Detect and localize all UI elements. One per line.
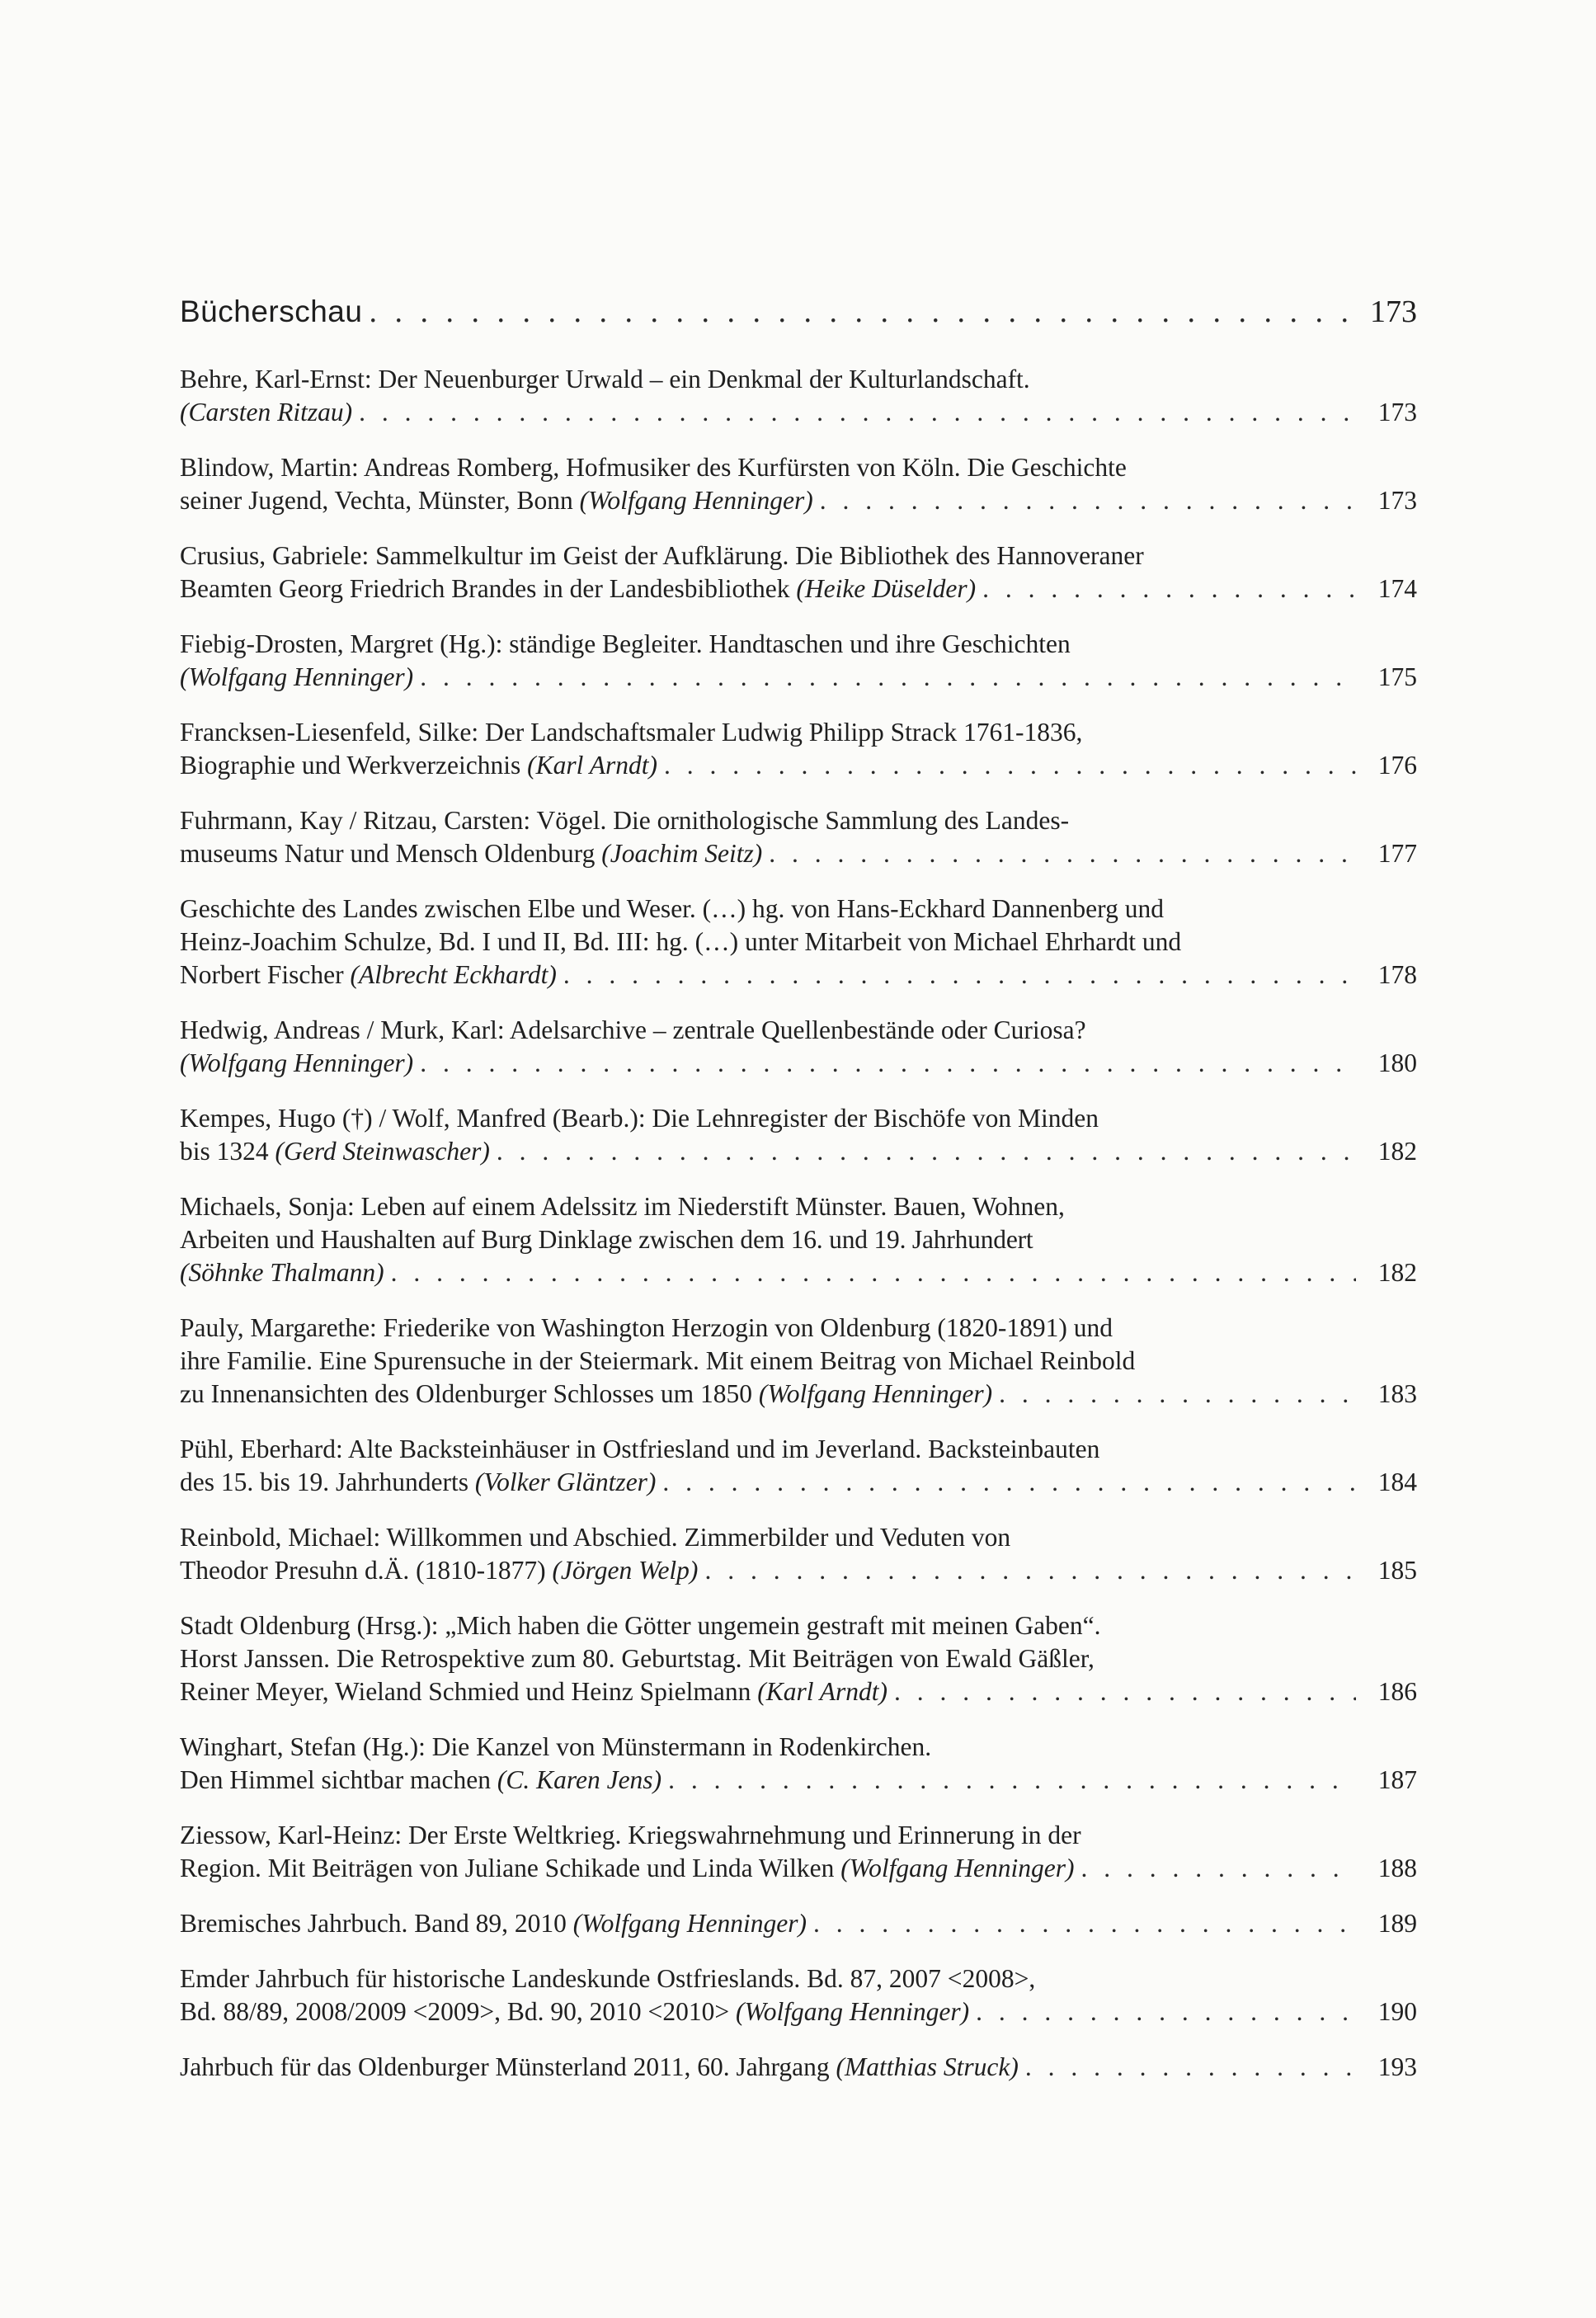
entry-text-line: Crusius, Gabriele: Sammelkultur im Geist der Aufklärung. Die Bibliothek des Hannoveraner	[180, 541, 1144, 570]
reviewer-name: (Joachim Seitz)	[601, 839, 763, 868]
toc-entry	[180, 451, 1417, 517]
entry-final-text	[180, 837, 762, 870]
entry-text: museums Natur und Mensch Oldenburg	[180, 839, 602, 868]
section-page-number: 173	[1370, 294, 1417, 329]
entry-final-line	[180, 1047, 1417, 1080]
entry-final-text	[180, 1907, 807, 1940]
entry-page-number: 173	[1377, 486, 1417, 515]
reviewer-name: (Söhnke Thalmann)	[180, 1258, 384, 1287]
entry-page-number: 193	[1377, 2052, 1417, 2081]
entry-text-line: Michaels, Sonja: Leben auf einem Adelssitz im Niederstift Münster. Bauen, Wohnen,	[180, 1192, 1065, 1221]
entry-text: Norbert Fischer	[180, 960, 351, 989]
dot-leader	[497, 1135, 1356, 1168]
entry-text: seiner Jugend, Vechta, Münster, Bonn	[180, 486, 580, 515]
entry-text-line: Blindow, Martin: Andreas Romberg, Hofmusiker des Kurfürsten von Köln. Die Geschichte	[180, 453, 1127, 482]
entry-page-number: 184	[1377, 1468, 1417, 1496]
entry-text: Den Himmel sichtbar machen	[180, 1765, 497, 1794]
dot-leader	[820, 484, 1356, 517]
entry-page-number: 185	[1377, 1556, 1417, 1585]
entry-list	[180, 363, 1417, 2084]
entry-final-text	[180, 1047, 413, 1080]
dot-leader	[976, 1995, 1356, 2028]
entry-page-number: 188	[1377, 1854, 1417, 1882]
entry-text: Jahrbuch für das Oldenburger Münsterland 2011, 60. Jahrgang	[180, 2052, 836, 2081]
entry-final-line	[180, 1852, 1417, 1885]
entry-final-text	[180, 959, 557, 992]
entry-final-text	[180, 1378, 992, 1411]
entry-text: des 15. bis 19. Jahrhunderts	[180, 1468, 475, 1496]
entry-text-line: Horst Janssen. Die Retrospektive zum 80. Geburtstag. Mit Beiträgen von Ewald Gäßler,	[180, 1644, 1095, 1673]
dot-leader	[704, 1554, 1356, 1587]
entry-final-text	[180, 484, 813, 517]
toc-entry	[180, 628, 1417, 694]
entry-text-line: Arbeiten und Haushalten auf Burg Dinklage zwischen dem 16. und 19. Jahrhundert	[180, 1225, 1033, 1254]
entry-final-line	[180, 661, 1417, 694]
entry-text-line: Emder Jahrbuch für historische Landeskunde Ostfrieslands. Bd. 87, 2007 <2008>,	[180, 1964, 1036, 1993]
entry-text-line: ihre Familie. Eine Spurensuche in der Steiermark. Mit einem Beitrag von Michael Reinbold	[180, 1346, 1136, 1375]
reviewer-name: (Carsten Ritzau)	[180, 398, 353, 426]
reviewer-name: (Wolfgang Henninger)	[735, 1997, 970, 2026]
entry-page-number: 183	[1377, 1379, 1417, 1408]
dot-leader	[1025, 2051, 1356, 2084]
entry-page-number: 175	[1377, 662, 1417, 691]
entry-page-number: 177	[1377, 839, 1417, 868]
entry-text: Region. Mit Beiträgen von Juliane Schikade und Linda Wilken	[180, 1854, 841, 1882]
entry-final-line	[180, 749, 1417, 782]
entry-final-line	[180, 1135, 1417, 1168]
reviewer-name: (Karl Arndt)	[527, 751, 657, 780]
toc-entry	[180, 1907, 1417, 1940]
toc-entry	[180, 716, 1417, 782]
entry-final-text	[180, 749, 657, 782]
entry-final-text	[180, 1135, 490, 1168]
entry-text: Beamten Georg Friedrich Brandes in der Landesbibliothek	[180, 574, 797, 603]
toc-entry	[180, 1102, 1417, 1168]
dot-leader	[369, 294, 1351, 330]
entry-text: Biographie und Werkverzeichnis	[180, 751, 528, 780]
entry-final-line	[180, 959, 1417, 992]
entry-text-line: Reinbold, Michael: Willkommen und Abschied. Zimmerbilder und Veduten von	[180, 1523, 1011, 1552]
entry-text-line: Heinz-Joachim Schulze, Bd. I und II, Bd. III: hg. (…) unter Mitarbeit von Michael Ehrhardt und	[180, 927, 1182, 956]
dot-leader	[391, 1256, 1356, 1289]
entry-final-text	[180, 661, 413, 694]
entry-final-line	[180, 484, 1417, 517]
dot-leader	[359, 396, 1356, 429]
entry-final-line	[180, 1466, 1417, 1499]
entry-final-line	[180, 396, 1417, 429]
entry-text-line: Hedwig, Andreas / Murk, Karl: Adelsarchive – zentrale Quellenbestände oder Curiosa?	[180, 1015, 1086, 1044]
toc-entry	[180, 1819, 1417, 1885]
entry-final-text	[180, 1554, 698, 1587]
entry-page-number: 178	[1377, 960, 1417, 989]
toc-entry	[180, 2051, 1417, 2084]
dot-leader	[1080, 1852, 1356, 1885]
entry-page-number: 186	[1377, 1677, 1417, 1706]
dot-leader	[420, 661, 1356, 694]
entry-page-number: 180	[1377, 1048, 1417, 1077]
section-title: Bücherschau	[180, 294, 363, 328]
toc-entry	[180, 1609, 1417, 1708]
toc-entry	[180, 893, 1417, 992]
toc-entry	[180, 1190, 1417, 1289]
entry-final-line	[180, 837, 1417, 870]
entry-text-line: Geschichte des Landes zwischen Elbe und Weser. (…) hg. von Hans-Eckhard Dannenberg und	[180, 894, 1164, 923]
table-of-contents	[180, 294, 1417, 2106]
entry-final-text	[180, 2051, 1019, 2084]
entry-final-line	[180, 1907, 1417, 1940]
toc-entry	[180, 1962, 1417, 2028]
reviewer-name: (Jörgen Welp)	[552, 1556, 699, 1585]
entry-text-line: Fiebig-Drosten, Margret (Hg.): ständige Begleiter. Handtaschen und ihre Geschichten	[180, 629, 1071, 658]
entry-final-line	[180, 1675, 1417, 1708]
entry-final-line	[180, 1378, 1417, 1411]
entry-text: Theodor Presuhn d.Ä. (1810-1877)	[180, 1556, 553, 1585]
dot-leader	[982, 572, 1356, 605]
entry-text-line: Pühl, Eberhard: Alte Backsteinhäuser in Ostfriesland und im Jeverland. Backsteinbauten	[180, 1435, 1100, 1463]
entry-text-line: Francksen-Liesenfeld, Silke: Der Landschaftsmaler Ludwig Philipp Strack 1761-1836,	[180, 718, 1083, 747]
entry-final-text	[180, 1852, 1074, 1885]
entry-page-number: 190	[1377, 1997, 1417, 2026]
entry-final-line	[180, 2051, 1417, 2084]
entry-final-text	[180, 1466, 656, 1499]
reviewer-name: (Wolfgang Henninger)	[758, 1379, 993, 1408]
reviewer-name: (Wolfgang Henninger)	[572, 1909, 807, 1938]
entry-text-line: Winghart, Stefan (Hg.): Die Kanzel von Münstermann in Rodenkirchen.	[180, 1732, 932, 1761]
entry-text: Reiner Meyer, Wieland Schmied und Heinz Spielmann	[180, 1677, 758, 1706]
entry-text: Bd. 88/89, 2008/2009 <2009>, Bd. 90, 2010 <2010>	[180, 1997, 736, 2026]
reviewer-name: (Wolfgang Henninger)	[180, 662, 414, 691]
entry-page-number: 176	[1377, 751, 1417, 780]
entry-final-line	[180, 1764, 1417, 1797]
entry-text: zu Innenansichten des Oldenburger Schlosses um 1850	[180, 1379, 759, 1408]
reviewer-name: (Wolfgang Henninger)	[180, 1048, 414, 1077]
entry-final-text	[180, 1764, 661, 1797]
toc-entry	[180, 1731, 1417, 1797]
reviewer-name: (Wolfgang Henninger)	[579, 486, 813, 515]
toc-entry	[180, 1312, 1417, 1411]
toc-entry	[180, 804, 1417, 870]
dot-leader	[420, 1047, 1356, 1080]
dot-leader	[999, 1378, 1356, 1411]
entry-final-text	[180, 1995, 969, 2028]
dot-leader	[664, 749, 1356, 782]
entry-final-text	[180, 572, 976, 605]
entry-final-text	[180, 1675, 887, 1708]
entry-text: Bremisches Jahrbuch. Band 89, 2010	[180, 1909, 573, 1938]
entry-final-line	[180, 1995, 1417, 2028]
entry-final-text	[180, 396, 352, 429]
reviewer-name: (Karl Arndt)	[757, 1677, 888, 1706]
reviewer-name: (Gerd Steinwascher)	[275, 1137, 490, 1166]
reviewer-name: (Heike Düselder)	[796, 574, 977, 603]
toc-entry	[180, 539, 1417, 605]
entry-text-line: Pauly, Margarethe: Friederike von Washington Herzogin von Oldenburg (1820-1891) und	[180, 1313, 1113, 1342]
entry-final-line	[180, 1256, 1417, 1289]
entry-final-text	[180, 1256, 384, 1289]
entry-text-line: Behre, Karl-Ernst: Der Neuenburger Urwald – ein Denkmal der Kulturlandschaft.	[180, 365, 1030, 393]
dot-leader	[894, 1675, 1356, 1708]
entry-page-number: 182	[1377, 1258, 1417, 1287]
dot-leader	[563, 959, 1356, 992]
entry-text-line: Stadt Oldenburg (Hrsg.): „Mich haben die Götter ungemein gestraft mit meinen Gaben“.	[180, 1611, 1101, 1640]
reviewer-name: (Albrecht Eckhardt)	[350, 960, 557, 989]
toc-entry	[180, 1014, 1417, 1080]
entry-text: bis 1324	[180, 1137, 275, 1166]
entry-final-line	[180, 1554, 1417, 1587]
reviewer-name: (Volker Gläntzer)	[474, 1468, 657, 1496]
section-heading	[180, 294, 1417, 330]
dot-leader	[662, 1466, 1356, 1499]
entry-final-line	[180, 572, 1417, 605]
toc-entry	[180, 1433, 1417, 1499]
entry-text-line: Kempes, Hugo (†) / Wolf, Manfred (Bearb.): Die Lehnregister der Bischöfe von Minden	[180, 1104, 1099, 1133]
dot-leader	[813, 1907, 1356, 1940]
reviewer-name: (Wolfgang Henninger)	[840, 1854, 1075, 1882]
entry-page-number: 189	[1377, 1909, 1417, 1938]
reviewer-name: (C. Karen Jens)	[497, 1765, 662, 1794]
entry-page-number: 187	[1377, 1765, 1417, 1794]
reviewer-name: (Matthias Struck)	[836, 2052, 1019, 2081]
dot-leader	[668, 1764, 1356, 1797]
entry-page-number: 174	[1377, 574, 1417, 603]
entry-page-number: 182	[1377, 1137, 1417, 1166]
toc-entry	[180, 1521, 1417, 1587]
entry-text-line: Ziessow, Karl-Heinz: Der Erste Weltkrieg. Kriegswahrnehmung und Erinnerung in der	[180, 1821, 1081, 1849]
entry-text-line: Fuhrmann, Kay / Ritzau, Carsten: Vögel. Die ornithologische Sammlung des Landes-	[180, 806, 1070, 835]
dot-leader	[769, 837, 1356, 870]
entry-page-number: 173	[1377, 398, 1417, 426]
toc-entry	[180, 363, 1417, 429]
